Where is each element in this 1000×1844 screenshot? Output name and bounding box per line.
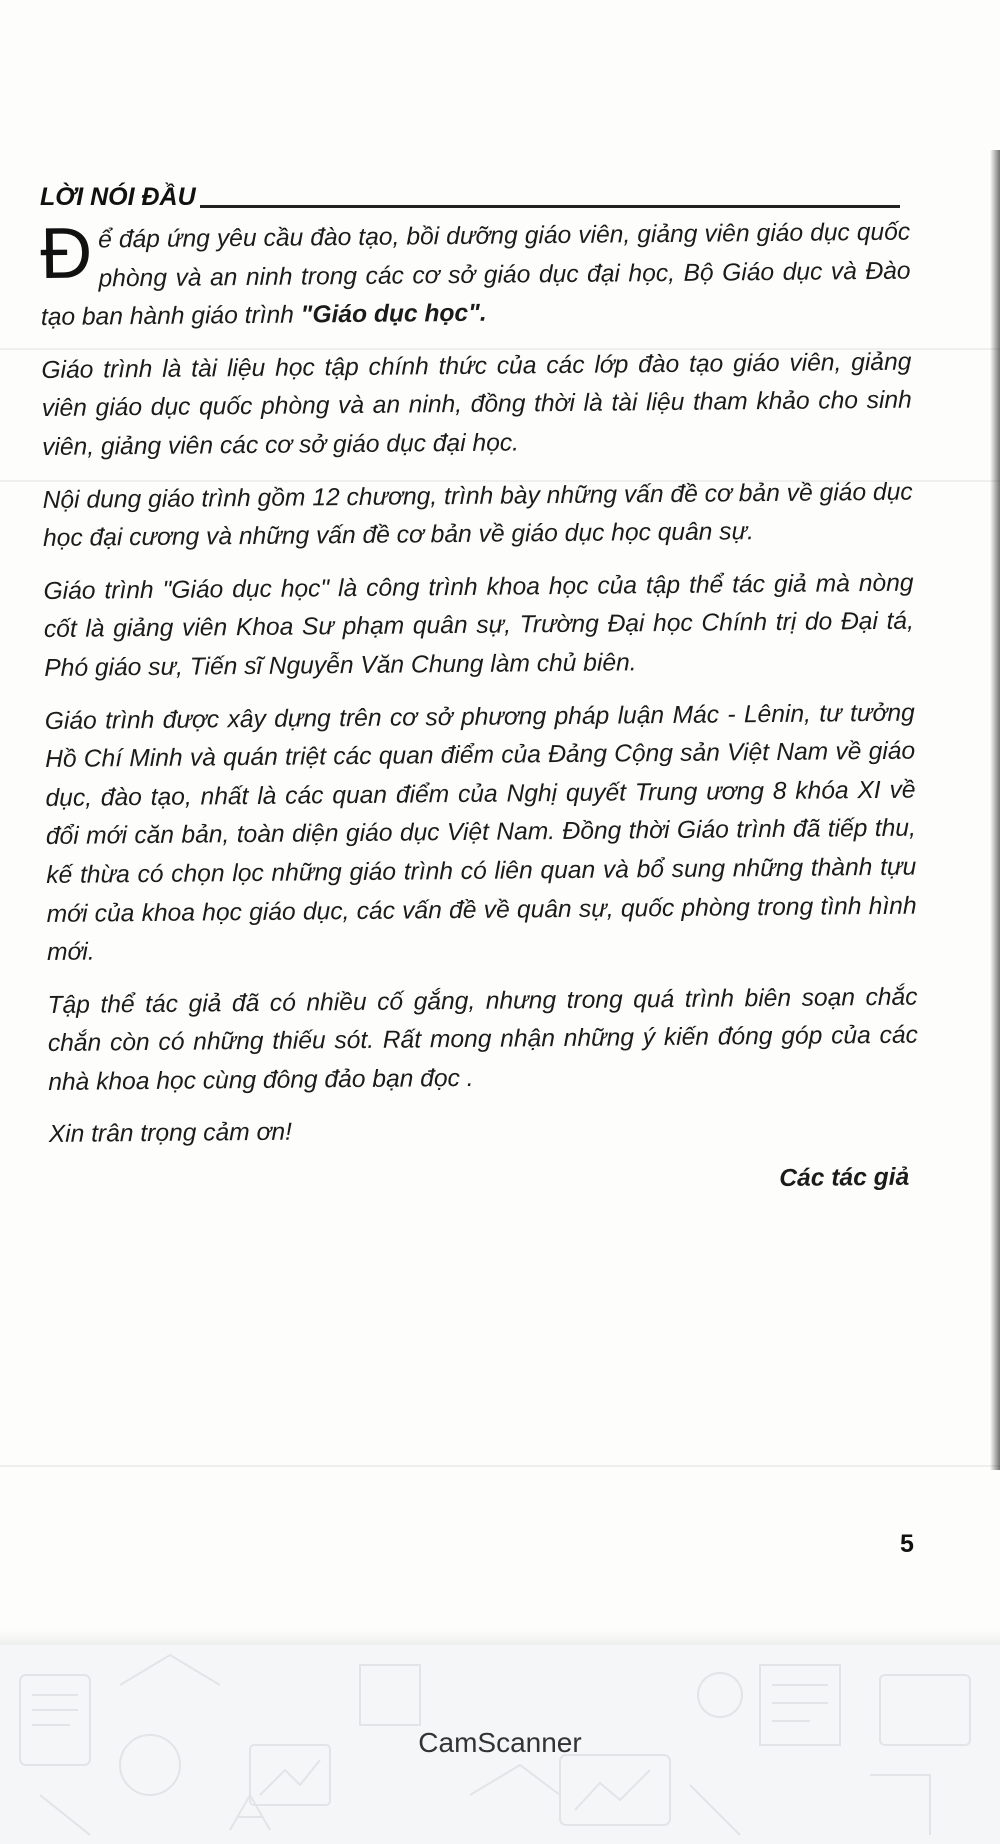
page-bottom-shadow: [0, 1630, 1000, 1645]
book-title-emphasis: "Giáo dục học".: [300, 299, 487, 329]
section-title: LỜI NÓI ĐẦU: [40, 183, 196, 211]
bleed-through-line: [0, 1465, 1000, 1467]
signature: Các tác giả: [779, 1163, 910, 1193]
closing-thanks: Xin trân trọng cảm ơn!: [48, 1119, 293, 1149]
header-rule: [200, 205, 900, 208]
page-edge-shadow: [990, 150, 1000, 1470]
page-number: 5: [900, 1530, 914, 1558]
paragraph-1-text: ể đáp ứng yêu cầu đào tạo, bồi dưỡng giáo viên, giảng viên giáo dục quốc phòng và an ninh trong các cơ sở giáo dục đại học, Bộ Giáo dục và Đào tạo ban hành giáo trình: [40, 218, 911, 332]
paragraph-4: Giáo trình "Giáo dục học" là công trình khoa học của tập thể tác giả mà nòng cốt là giảng viên Khoa Sư phạm quân sự, Trường Đại học Chính trị do Đại tá, Phó giáo sư, Tiến sĩ Nguyễn Văn Chung làm chủ biên.: [43, 569, 915, 682]
paragraph-5: Giáo trình được xây dựng trên cơ sở phương pháp luận Mác - Lênin, tư tưởng Hồ Chí Minh và quán triệt các quan điểm của Đảng Cộng sản Việt Nam về giáo dục, đào tạo, nhất là các quan điểm của Nghị quyết Trung ương 8 khóa XI về đổi mới căn bản, toàn diện giáo dục Việt Nam. Đồng thời Giáo trình đã tiếp thu, kế thừa có chọn lọc những giáo trình có liên quan và bổ sung những thành tựu mới của khoa học giáo dục, các vấn đề về quân sự, quốc phòng trong tình hình mới.: [44, 699, 917, 967]
preface-body: [40, 214, 920, 1220]
paragraph-3: Nội dung giáo trình gồm 12 chương, trình bày những vấn đề cơ bản về giáo dục học đại cương và những vấn đề cơ bản về giáo dục học quân sự.: [42, 478, 913, 553]
scanner-footer: [0, 1645, 1000, 1844]
paragraph-6: Tập thể tác giả đã có nhiều cố gắng, nhưng trong quá trình biên soạn chắc chắn còn có những thiếu sót. Rất mong nhận những ý kiến đóng góp của các nhà khoa học cùng đông đảo bạn đọc .: [47, 983, 918, 1096]
paragraph-1: [40, 214, 911, 338]
drop-cap: Đ: [39, 213, 93, 294]
camscanner-watermark: CamScanner: [418, 1727, 582, 1758]
section-header: [40, 170, 900, 210]
paragraph-2: Giáo trình là tài liệu học tập chính thức của các lớp đào tạo giáo viên, giảng viên giáo dục quốc phòng và an ninh, đồng thời là tài liệu tham khảo cho sinh viên, giảng viên các cơ sở giáo dục đại học.: [41, 348, 912, 461]
